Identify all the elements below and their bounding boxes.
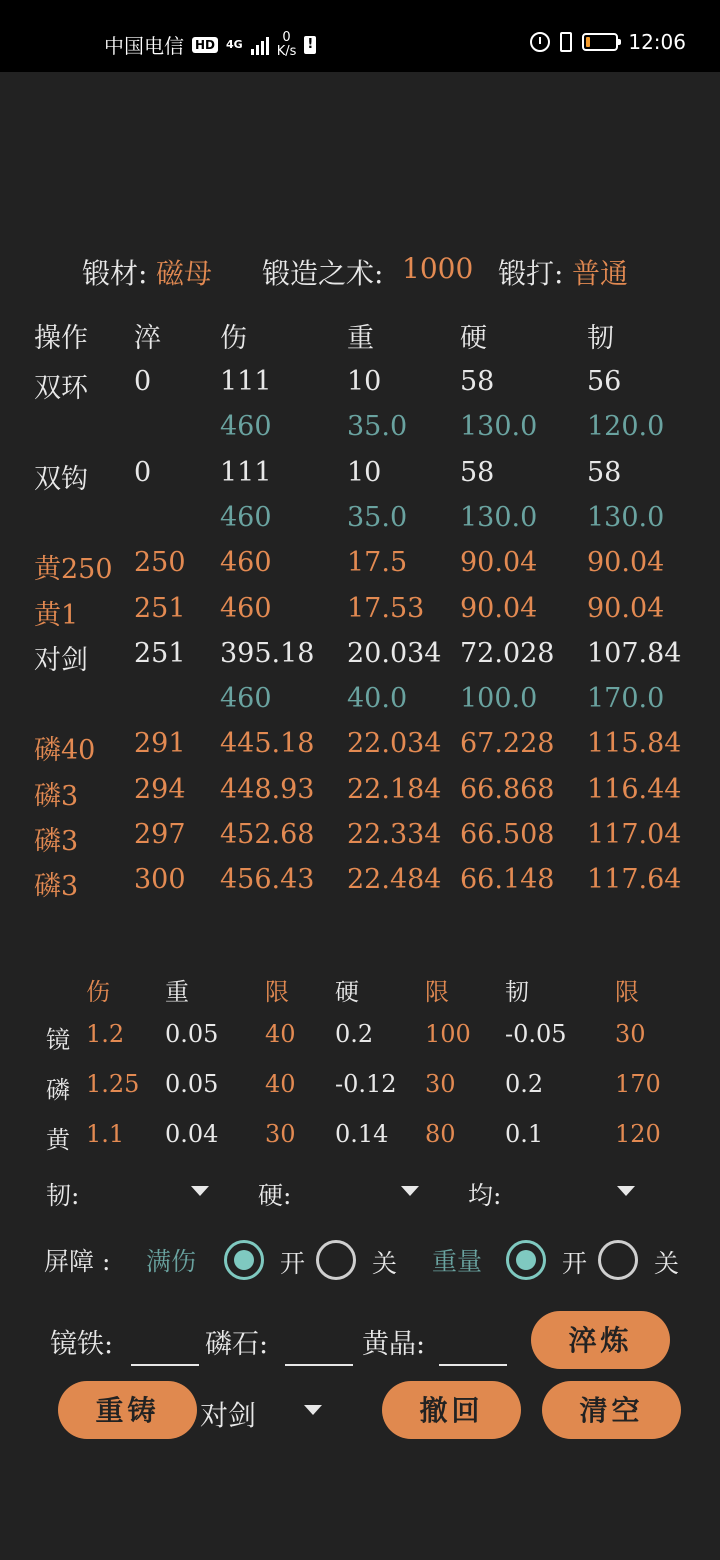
- weight-label: 重量: [432, 1247, 483, 1276]
- table-cell: 58: [587, 456, 622, 488]
- table-cell: 130.0: [460, 501, 538, 533]
- table-cell: 445.18: [220, 728, 315, 760]
- table-cell: 磷3: [34, 826, 79, 857]
- table-cell: 72.028: [460, 637, 555, 669]
- table-cell: 111: [220, 456, 272, 488]
- recast-weapon-select-value[interactable]: 对剑: [200, 1399, 257, 1432]
- average-select-label: 均:: [468, 1181, 502, 1210]
- table-cell: 22.034: [347, 728, 442, 760]
- table-cell: 22.334: [347, 819, 442, 850]
- table-cell: 17.53: [347, 592, 425, 624]
- toughness-select-label: 韧:: [46, 1181, 80, 1210]
- barrier-label: 屏障 :: [44, 1247, 111, 1276]
- coef-header-cell: 韧: [505, 978, 529, 1006]
- coef-header-cell: 硬: [335, 978, 359, 1006]
- table-cell: 170.0: [587, 683, 665, 715]
- table-cell: 对剑: [34, 644, 88, 676]
- quench-button[interactable]: 淬炼: [531, 1311, 670, 1369]
- table-cell: 250: [134, 547, 186, 579]
- mirror-iron-label: 镜铁:: [50, 1329, 114, 1360]
- table-cell: 20.034: [347, 637, 442, 669]
- yellow-crystal-input[interactable]: [439, 1318, 507, 1366]
- table-cell: 111: [220, 366, 272, 397]
- weight-off-label: 关: [654, 1249, 680, 1278]
- coef-cell: 80: [425, 1120, 456, 1148]
- full-damage-on-label: 开: [280, 1249, 306, 1278]
- network-type-icon: 4G: [226, 38, 243, 51]
- weight-on-radio[interactable]: [506, 1240, 546, 1280]
- table-header-cell: 韧: [587, 323, 614, 354]
- coef-row-name: 镜: [46, 1026, 70, 1054]
- table-cell: 460: [220, 501, 272, 533]
- table-cell: 黄250: [34, 554, 113, 586]
- table-cell: 0: [134, 456, 152, 488]
- table-cell: 300: [134, 864, 186, 896]
- coef-cell: 0.05: [165, 1070, 219, 1098]
- clock: 12:06: [628, 30, 686, 54]
- status-right: [530, 30, 686, 54]
- table-cell: 297: [134, 819, 186, 850]
- table-header-cell: 伤: [220, 323, 247, 354]
- status-bar: [0, 0, 720, 72]
- coef-cell: 1.25: [86, 1070, 140, 1098]
- status-left: [104, 30, 316, 59]
- coef-cell: 170: [615, 1070, 661, 1098]
- skill-value: 1000: [402, 252, 474, 285]
- recast-button[interactable]: 重铸: [58, 1381, 197, 1439]
- coef-cell: 40: [265, 1070, 296, 1098]
- table-cell: 460: [220, 411, 272, 443]
- table-cell: 35.0: [347, 411, 408, 443]
- table-cell: 130.0: [587, 501, 665, 533]
- material-value: 磁母: [156, 257, 213, 290]
- coef-row-name: 黄: [46, 1126, 70, 1154]
- hardness-dropdown-icon[interactable]: [401, 1186, 419, 1196]
- table-cell: 117.64: [587, 864, 682, 896]
- coef-cell: 120: [615, 1120, 661, 1148]
- coef-row-name: 磷: [46, 1076, 70, 1104]
- table-cell: 116.44: [587, 773, 682, 805]
- table-cell: 251: [134, 592, 186, 624]
- coef-cell: 100: [425, 1020, 471, 1048]
- table-cell: 0: [134, 366, 152, 397]
- strike-label: 锻打:: [498, 257, 564, 290]
- table-cell: 251: [134, 637, 186, 669]
- table-cell: 10: [347, 366, 382, 397]
- coef-cell: 30: [425, 1070, 456, 1098]
- coef-cell: 40: [265, 1020, 296, 1048]
- coef-cell: 0.2: [335, 1020, 374, 1048]
- table-cell: 456.43: [220, 864, 315, 896]
- table-header-cell: 淬: [134, 323, 161, 354]
- table-cell: 66.148: [460, 864, 555, 896]
- table-cell: 90.04: [587, 547, 665, 579]
- table-cell: 10: [347, 456, 382, 488]
- coef-cell: -0.05: [505, 1020, 567, 1048]
- table-cell: 130.0: [460, 411, 538, 443]
- table-cell: 107.84: [587, 637, 682, 669]
- coef-cell: 0.14: [335, 1120, 389, 1148]
- table-cell: 17.5: [347, 547, 408, 579]
- table-cell: 58: [460, 366, 495, 397]
- table-cell: 磷3: [34, 871, 79, 903]
- undo-button[interactable]: 撤回: [382, 1381, 521, 1439]
- table-cell: 磷40: [34, 735, 96, 767]
- strike-value: 普通: [572, 257, 629, 290]
- speed-value: 0: [282, 29, 291, 45]
- table-header-cell: 重: [347, 323, 374, 354]
- coef-cell: -0.12: [335, 1070, 397, 1098]
- coef-cell: 0.04: [165, 1120, 219, 1148]
- toughness-dropdown-icon[interactable]: [191, 1186, 209, 1196]
- weight-on-label: 开: [562, 1249, 588, 1278]
- full-damage-off-label: 关: [372, 1249, 398, 1278]
- phosphor-stone-input[interactable]: [285, 1318, 353, 1366]
- average-dropdown-icon[interactable]: [617, 1186, 635, 1196]
- recast-weapon-dropdown-icon[interactable]: [304, 1405, 322, 1415]
- table-cell: 磷3: [34, 780, 79, 812]
- table-cell: 452.68: [220, 819, 315, 850]
- coef-header-cell: 限: [615, 978, 639, 1006]
- table-cell: 115.84: [587, 728, 682, 760]
- table-cell: 90.04: [460, 592, 538, 624]
- table-cell: 40.0: [347, 683, 408, 715]
- weight-off-radio[interactable]: [598, 1240, 638, 1280]
- notification-alert-icon: !: [304, 36, 316, 54]
- speed-unit: K/s: [276, 43, 297, 59]
- coef-cell: 0.05: [165, 1020, 219, 1048]
- table-cell: 67.228: [460, 728, 555, 760]
- battery-icon: [582, 33, 618, 51]
- table-cell: 双钩: [34, 463, 88, 495]
- table-cell: 460: [220, 683, 272, 715]
- table-cell: 90.04: [587, 592, 665, 624]
- table-cell: 58: [460, 456, 495, 488]
- table-header-cell: 硬: [460, 323, 487, 354]
- table-cell: 双环: [34, 373, 88, 404]
- full-damage-off-radio[interactable]: [316, 1240, 356, 1280]
- yellow-crystal-label: 黄晶:: [362, 1329, 426, 1360]
- coef-cell: 30: [265, 1120, 296, 1148]
- coef-header-cell: 限: [265, 978, 289, 1006]
- coef-cell: 1.2: [86, 1020, 125, 1048]
- table-cell: 460: [220, 592, 272, 624]
- table-cell: 395.18: [220, 637, 315, 669]
- clear-button[interactable]: 清空: [542, 1381, 681, 1439]
- vibrate-icon: [560, 32, 572, 52]
- table-header-cell: 操作: [34, 323, 88, 354]
- table-cell: 66.508: [460, 819, 555, 850]
- coef-header-cell: 伤: [86, 978, 110, 1006]
- material-label: 锻材:: [82, 257, 148, 290]
- table-cell: 35.0: [347, 501, 408, 533]
- hardness-select-label: 硬:: [258, 1181, 292, 1210]
- network-speed: [277, 31, 297, 59]
- table-cell: 66.868: [460, 773, 555, 805]
- table-cell: 黄1: [34, 599, 79, 631]
- table-cell: 294: [134, 773, 186, 805]
- table-cell: 448.93: [220, 773, 315, 805]
- table-cell: 100.0: [460, 683, 538, 715]
- table-cell: 22.484: [347, 864, 442, 896]
- hd-icon: HD: [192, 37, 218, 53]
- coef-header-cell: 限: [425, 978, 449, 1006]
- coef-cell: 0.2: [505, 1070, 544, 1098]
- signal-icon: [251, 35, 269, 55]
- skill-label: 锻造之术:: [262, 257, 384, 290]
- table-cell: 90.04: [460, 547, 538, 579]
- carrier-name: 中国电信: [104, 34, 184, 58]
- coef-cell: 1.1: [86, 1120, 125, 1148]
- mirror-iron-input[interactable]: [131, 1318, 199, 1366]
- coef-cell: 30: [615, 1020, 646, 1048]
- table-cell: 460: [220, 547, 272, 579]
- table-cell: 291: [134, 728, 186, 760]
- table-cell: 120.0: [587, 411, 665, 443]
- phosphor-stone-label: 磷石:: [205, 1329, 269, 1360]
- table-cell: 117.04: [587, 819, 682, 850]
- alarm-icon: [530, 32, 550, 52]
- full-damage-label: 满伤: [146, 1247, 197, 1276]
- full-damage-on-radio[interactable]: [224, 1240, 264, 1280]
- coef-header-cell: 重: [165, 978, 189, 1006]
- table-cell: 22.184: [347, 773, 442, 805]
- coef-cell: 0.1: [505, 1120, 544, 1148]
- table-cell: 56: [587, 366, 622, 397]
